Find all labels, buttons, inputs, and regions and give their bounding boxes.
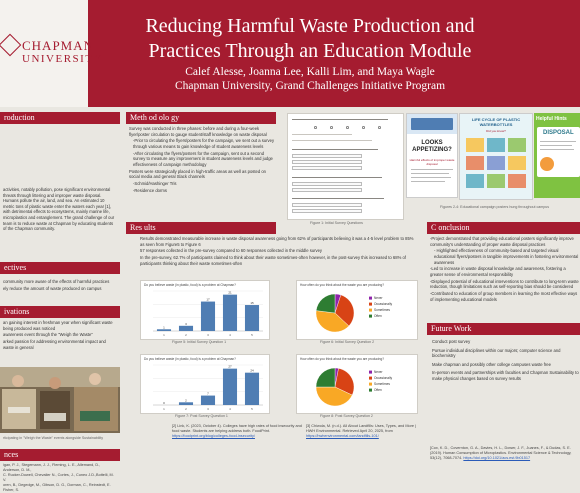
pie-slice — [316, 294, 335, 313]
poster-3-panel — [537, 127, 580, 177]
title-line-1: Reducing Harmful Waste Production and — [145, 15, 475, 37]
bar — [201, 396, 215, 405]
poster-3-title: Helpful Hints — [536, 116, 567, 122]
bar — [201, 302, 215, 331]
answer-box — [292, 203, 362, 207]
poster-3-line — [540, 149, 574, 150]
bar — [223, 295, 237, 331]
results-item: Results demonstrated measurable increase in waste disposal awareness going from 62% of participants believing it was a 4-5 level problem to 85% as seen from Figure5 to Figure 6 — [140, 236, 414, 247]
poster-1-line — [411, 169, 453, 170]
future-work-heading: Future Work — [427, 323, 580, 335]
radio-button — [346, 126, 349, 129]
chart-7-svg — [141, 361, 269, 413]
bar-value-label: 17 — [206, 297, 210, 302]
results-item: In the pre-survey, 62.7% of participants claimed to think about their waste sometimes-often however, in the post-survey this increased to 68% of participants thinking about their waste sometimes-often — [140, 255, 406, 266]
reference-3-link[interactable]: https://hwhenvironmental.com/landfills-101/ — [306, 434, 379, 438]
chart-figure-8 — [296, 354, 418, 414]
methodology-item: -After circulating the flyers/posters for the campaign, sent out a second survey to measure any improvement in student awareness levels and judge effectiveness of campaign methodology — [133, 150, 273, 167]
affiliation: Chapman University, Grand Challenges Initiative Program — [174, 80, 446, 92]
chapman-logo — [0, 36, 103, 70]
x-tick-label: 2 — [185, 407, 187, 411]
x-tick-label: 2 — [185, 333, 187, 337]
radio-button — [378, 126, 381, 129]
logo-panel — [0, 0, 103, 107]
objectives-list — [3, 279, 117, 305]
methodology-body — [129, 126, 276, 214]
answer-box — [292, 182, 362, 186]
legend-label: Often — [374, 314, 382, 318]
reference-2 — [172, 424, 302, 480]
figure-7-caption: Figure 7: Post Survey Question 1 — [175, 414, 228, 418]
poster-3-icon — [540, 157, 554, 171]
introduction-text: activities, notably pollution, pose significant environmental threats through littering and improper waste disposal. Humans pollute the air, land, and sea. An estimated 10 metric tons of plastic waste enter the waters each year [1], with detrimental effects to ecosystems, mainly marine life, microplastics and entanglement. The grand challenge of our team is to reduce waste at Chapman by educating students of the Chapman community. — [3, 187, 115, 232]
legend-label: Occasionally — [374, 376, 393, 380]
bar-value-label: 27 — [228, 364, 232, 369]
weigh-the-waste-photo — [0, 367, 120, 433]
legend-swatch — [369, 297, 372, 300]
poster-2-subtitle: Did you know? — [486, 129, 506, 133]
radio-button — [362, 126, 365, 129]
answer-box — [292, 188, 362, 192]
introduction-body — [3, 187, 117, 249]
methodology-heading: Meth od olo gy — [126, 112, 276, 124]
logo-text-university: UNIVERSITY — [22, 53, 103, 65]
future-work-item: In-person events and partnerships with faculties and Chapman Sustainability to make physical changes based on survey results — [432, 370, 579, 381]
poster-1-line — [411, 173, 449, 174]
bar-value-label: 7 — [207, 391, 209, 396]
chart-figure-7 — [140, 354, 270, 414]
bar — [245, 373, 259, 405]
q3-text — [292, 177, 382, 178]
poster-1-image — [411, 118, 453, 130]
poster-1-title: LOOKS APPETIZING? — [412, 140, 452, 153]
chart-6-title: How often do you think about the waste you are producing? — [300, 283, 384, 287]
x-tick-label: 3 — [207, 333, 209, 337]
authors: Calef Alesse, Joanna Lee, Kalli Lim, and Maya Wagle — [185, 66, 435, 78]
references-left-heading: nces — [0, 449, 120, 461]
poster-1-subtitle: Harmful effects of improper waste disposal — [409, 158, 455, 166]
conclusion-item: -Contributed to education of group members in learning the most effective ways of implementing educational models — [430, 291, 578, 302]
bar-value-label: 1 — [163, 325, 165, 330]
figure-8-caption: Figure 8: Post Survey Question 2 — [320, 414, 373, 418]
chart-5-svg — [141, 287, 269, 339]
results-body — [140, 236, 418, 276]
photo-illustration — [0, 367, 120, 433]
reference-3-text: [3] Chiwola, M. (n.d.). All About Landfills: Uses, Types, and More | HWH Environmental. Retrieved April 20, 2025, from — [306, 424, 417, 433]
future-work-body — [432, 339, 580, 419]
x-tick-label: 3 — [207, 407, 209, 411]
methodology-item: Survey was conducted in three phases: before and during a four-week flyer/poster circulation to gauge student/staff knowledge on waste disposal — [129, 126, 267, 137]
logo-mark-icon — [0, 34, 21, 57]
legend-swatch — [369, 309, 372, 312]
form-line — [292, 140, 372, 141]
chart-8-svg — [297, 361, 417, 413]
answer-box — [292, 209, 362, 213]
results-heading: Res ults — [126, 222, 276, 234]
motivations-heading: ivations — [0, 306, 120, 318]
future-work-item: Pursue individual disciplines within our majors; computer science and biochemistry — [432, 347, 561, 359]
bar — [157, 329, 171, 331]
bar-value-label: 2 — [185, 398, 187, 403]
conclusion-heading: C onclusion — [427, 222, 580, 234]
poster-title — [100, 14, 520, 64]
methodology-item: -Residence dorms — [133, 187, 167, 193]
legend-swatch — [369, 389, 372, 392]
reference-2-text: [2] Link, K. (2023, October 4). Colleges have high rates of food insecurity and food waste. Students are helping address both. FoodPrint. — [172, 424, 302, 433]
poster-2-title: LIFE CYCLE OF PLASTIC WATERBOTTLES — [471, 117, 521, 127]
poster-header — [0, 0, 580, 107]
introduction-heading: roduction — [0, 112, 120, 124]
answer-box — [292, 154, 362, 158]
reference-3 — [306, 424, 424, 480]
objective-item: community more aware of the effects of harmful practices — [3, 279, 110, 284]
poster-3-subtitle: DISPOSAL — [543, 130, 574, 136]
legend-swatch — [369, 371, 372, 374]
objective-item: ely reduce the amount of waste produced on campus — [3, 285, 102, 291]
future-work-item: Make chapman and possibly other college campuses waste free — [432, 361, 551, 367]
bar — [179, 326, 193, 331]
legend-label: Never — [374, 296, 383, 300]
chart-figure-5 — [140, 280, 270, 340]
methodology-item: -Prior to circulating the flyers/posters for the campaign, we sent out a survey through various means to gain knowledge of student awareness levels — [133, 138, 275, 149]
references-left — [3, 463, 117, 492]
reference-item: oren, B., Degedge, M., Gibson, D. G., Dorman, C., Reinstedt, E. Fisher, S. — [3, 483, 111, 492]
legend-swatch — [369, 303, 372, 306]
poster-3-line — [540, 141, 576, 142]
bar-value-label: 24 — [250, 368, 254, 373]
figures-2-4-caption: Figures 2-4: Educational campaign posters hung throughout campus — [440, 205, 550, 209]
figure-5-caption: Figure 5: Initial Survey Question 1 — [172, 340, 227, 344]
objectives-heading: ectives — [0, 262, 120, 274]
conclusion-item: -Led to increase in waste disposal knowledge and awareness, fostering a greater sense of environmental responsibility — [430, 266, 566, 277]
legend-label: Occasionally — [374, 302, 393, 306]
chart-7-title: Do you believe waste (in plastic, food) is a problem at Chapman? — [144, 357, 236, 361]
x-tick-label: 5 — [251, 333, 253, 337]
form-line — [292, 134, 352, 135]
poster-helpful-hints — [534, 113, 580, 198]
x-tick-label: 5 — [251, 407, 253, 411]
reference-item: igan, P. J., Stegemann, J. J., Fleming, L. E., Allemand, D., Anderson, D. M., — [3, 463, 101, 472]
poster-plastic-lifecycle — [459, 113, 533, 200]
poster-1-line — [411, 177, 451, 178]
bar-value-label: 21 — [228, 290, 232, 295]
legend-label: Never — [374, 370, 383, 374]
poster-1-line — [411, 181, 445, 182]
future-work-item: Conduct post survey — [432, 339, 471, 344]
x-tick-label: 1 — [163, 333, 165, 337]
poster-looks-appetizing — [406, 113, 458, 198]
methodology-item: -Schmid/Hashinger Tris — [133, 181, 177, 187]
q2-text — [292, 149, 378, 150]
motivation-item: awareness event through the "Weigh the Waste" — [3, 332, 93, 338]
chart-6-svg — [297, 287, 417, 339]
conclusion-item: -Project demonstrated that providing educational posters significantly improve community's understanding of proper waste disposal practices — [430, 236, 574, 247]
poster-3-line — [540, 145, 572, 146]
legend-swatch — [369, 377, 372, 380]
reference-2-link[interactable]: https://foodprint.org/blog/colleges-food-insecurity/ — [172, 434, 255, 438]
title-line-2: Practices Through an Education Module — [148, 40, 472, 62]
q1-text — [292, 119, 388, 120]
legend-swatch — [369, 315, 372, 318]
results-item: 57 responses collected in the pre-survey compared to 60 responses collected in the middle survey — [140, 248, 323, 254]
legend-label: Sometimes — [374, 382, 390, 386]
bar-value-label: 0 — [163, 401, 165, 405]
figure-1-caption: Figure 1: Initial Survey Questions — [310, 221, 363, 225]
motivations-list — [3, 320, 117, 370]
lifecycle-diagram — [464, 136, 528, 194]
bar — [245, 305, 259, 331]
reference-right-text: [Cox, K. D., Covernton, G. A., Davies, H. L., Dower, J. F., Juanes, F., & Dudas, S. E. (2019). Human Consumption of Microplastics. Environmental Science & Technology, 53(12), 7068-7074. — [430, 446, 572, 460]
methodology-item: Posters were strategically placed in high-traffic areas as well as posted on social media and general Slack channels — [129, 168, 267, 180]
answer-box — [292, 160, 362, 164]
reference-item: C. Rucker-Dowell, Chevalier N., Cortes, J., Cuneo J.D.,Bottelli, M. V. — [3, 473, 114, 482]
logo-text-chapman: CHAPMAN — [22, 38, 95, 53]
conclusion-item: -Displayed potential of educational interventions to contribute to long-term waste reduction, though limitations such as self-reporting bias should be considered — [430, 278, 579, 290]
radio-button — [314, 126, 317, 129]
chart-8-title: How often do you think about the waste you are producing? — [300, 357, 384, 361]
bar-value-label: 3 — [185, 321, 187, 326]
chart-figure-6 — [296, 280, 418, 340]
pie-slice — [316, 368, 335, 387]
q4-text — [292, 198, 384, 199]
legend-label: Often — [374, 388, 382, 392]
x-tick-label: 1 — [163, 407, 165, 411]
motivation-item: an gaining interest in freshman year when significant waste being produced was noticed — [3, 320, 113, 331]
conclusion-item: - Highlighted effectiveness of community-based and targeted visual educational flyers/posters in tangible improvements in fostering environmental awareness — [434, 248, 579, 265]
chart-5-title: Do you believe waste (in plastic, food) is a problem at Chapman? — [144, 283, 236, 287]
survey-questions-image — [287, 113, 404, 220]
x-tick-label: 4 — [229, 333, 231, 337]
answer-box — [292, 166, 362, 170]
motivations-photo-caption: rticipating in "Weigh the Waste" events alongside Sustainability — [3, 436, 104, 440]
reference-right — [430, 446, 580, 480]
figure-6-caption: Figure 6: Initial Survey Question 2 — [320, 340, 375, 344]
motivation-item: arked passion for addressing environmental impact and waste in general — [3, 339, 106, 350]
radio-button — [330, 126, 333, 129]
x-tick-label: 4 — [229, 407, 231, 411]
bar — [179, 402, 193, 405]
bar — [223, 369, 237, 405]
reference-right-link[interactable]: https://doi.org/10.1021/acs.est.9b01517 — [463, 456, 531, 460]
legend-swatch — [369, 383, 372, 386]
bar-value-label: 15 — [250, 301, 254, 306]
legend-label: Sometimes — [374, 308, 390, 312]
conclusion-body — [430, 236, 580, 314]
